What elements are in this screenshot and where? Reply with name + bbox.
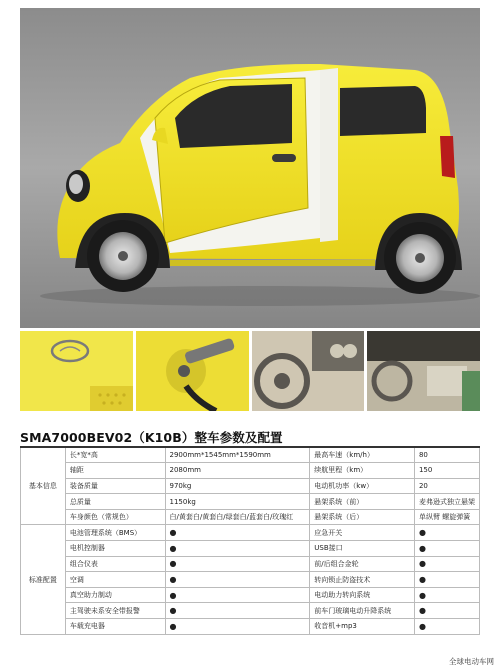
section-label-basic: 基本信息 [21, 447, 66, 525]
spec-label: 长*宽*高 [65, 447, 165, 463]
section-label-standard: 标准配置 [21, 525, 66, 634]
included-dot: ● [165, 541, 310, 557]
spec-label: 车身颜色（常规色） [65, 509, 165, 525]
spec-label: 真空助力制动 [65, 587, 165, 603]
spec-label: 电动机功率（kw） [310, 478, 415, 494]
spec-label: USB接口 [310, 541, 415, 557]
badge-photo [20, 331, 133, 411]
table-row [21, 603, 480, 619]
table-row [21, 541, 480, 557]
hero-car-photo [20, 8, 480, 328]
spec-value: 20 [414, 478, 479, 494]
included-dot: ● [414, 603, 479, 619]
spec-label: 前车门玻璃电动升降系统 [310, 603, 415, 619]
included-dot: ● [165, 587, 310, 603]
dashboard-photo [367, 331, 480, 411]
spec-sheet-title: SMA7000BEV02（K10B）整车参数及配置 [20, 430, 283, 445]
steering-wheel-photo [252, 331, 365, 411]
spec-label: 电机控制器 [65, 541, 165, 557]
included-dot: ● [414, 556, 479, 572]
table-row [21, 587, 480, 603]
detail-thumbnails [20, 331, 480, 411]
included-dot: ● [414, 619, 479, 635]
included-dot: ● [165, 619, 310, 635]
spec-label: 应急开关 [310, 525, 415, 541]
included-dot: ● [165, 572, 310, 588]
spec-value: 2900mm*1545mm*1590mm [165, 447, 310, 463]
spec-value: 80 [414, 447, 479, 463]
spec-label: 收音机+mp3 [310, 619, 415, 635]
spec-label: 悬架系统（后） [310, 509, 415, 525]
spec-label: 续航里程（km） [310, 463, 415, 479]
table-row [21, 509, 480, 525]
included-dot: ● [414, 541, 479, 557]
spec-value: 单纵臂 螺旋弹簧 [414, 509, 479, 525]
spec-label: 装备质量 [65, 478, 165, 494]
included-dot: ● [414, 587, 479, 603]
spec-label: 轴距 [65, 463, 165, 479]
included-dot: ● [165, 603, 310, 619]
table-row [21, 463, 480, 479]
spec-label: 前/后组合金轮 [310, 556, 415, 572]
thumbnail-dashboard [367, 331, 480, 411]
included-dot: ● [414, 525, 479, 541]
spec-label: 悬架系统（前） [310, 494, 415, 510]
table-row [21, 478, 480, 494]
footer-watermark: 全球电动车网 [449, 657, 494, 666]
thumbnail-front-badge [20, 331, 133, 411]
spec-value: 150 [414, 463, 479, 479]
spec-label: 电池管理系统（BMS） [65, 525, 165, 541]
table-row [21, 572, 480, 588]
table-row [21, 494, 480, 510]
spec-value: 2080mm [165, 463, 310, 479]
included-dot: ● [165, 556, 310, 572]
spec-label: 最高车速（km/h） [310, 447, 415, 463]
table-row [21, 525, 480, 541]
table-row [21, 447, 480, 463]
included-dot: ● [165, 525, 310, 541]
spec-label: 电动助力转向系统 [310, 587, 415, 603]
spec-value: 白/黄套白/黄套白/绿套白/蓝套白/玫瑰红 [165, 509, 310, 525]
table-row [21, 619, 480, 635]
charging-port-photo [136, 331, 249, 411]
spec-label: 组合仪表 [65, 556, 165, 572]
spec-value: 麦弗逊式独立悬架 [414, 494, 479, 510]
spec-table [20, 446, 480, 635]
spec-label: 转向锁止防盗技术 [310, 572, 415, 588]
yellow-car-illustration [20, 8, 480, 328]
thumbnail-steering-wheel [252, 331, 365, 411]
included-dot: ● [414, 572, 479, 588]
spec-label: 车载充电器 [65, 619, 165, 635]
spec-label: 主驾驶未系安全带报警 [65, 603, 165, 619]
table-row [21, 556, 480, 572]
spec-value: 970kg [165, 478, 310, 494]
thumbnail-charging-port [136, 331, 249, 411]
spec-label: 总质量 [65, 494, 165, 510]
spec-value: 1150kg [165, 494, 310, 510]
spec-label: 空调 [65, 572, 165, 588]
